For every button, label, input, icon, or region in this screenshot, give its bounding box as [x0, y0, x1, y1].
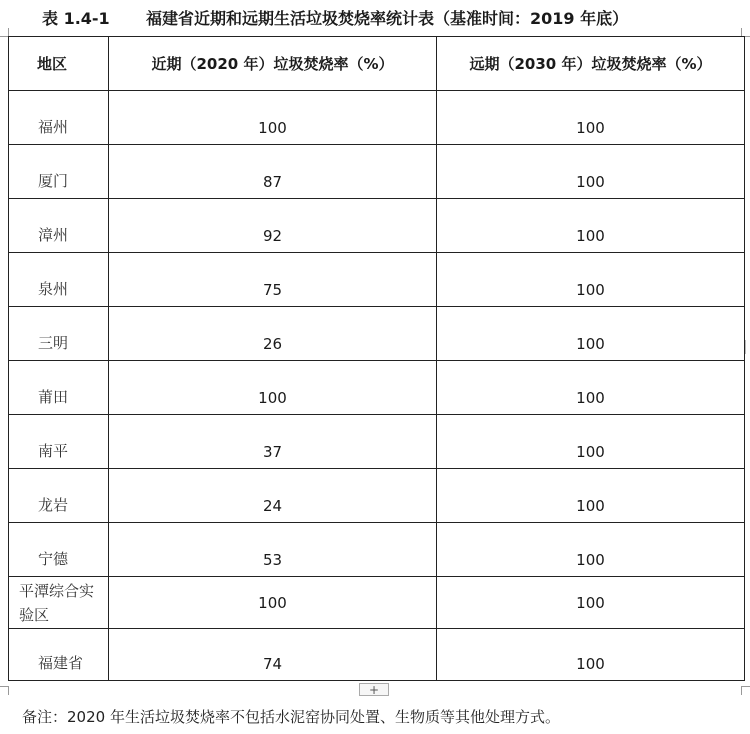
add-row-button[interactable]: + — [359, 683, 389, 696]
near-term-cell: 100 — [109, 577, 437, 629]
region-cell: 莆田 — [9, 361, 109, 415]
incineration-rate-table — [8, 36, 745, 681]
long-term-cell: 100 — [437, 307, 745, 361]
region-cell: 厦门 — [9, 145, 109, 199]
long-term-cell: 100 — [437, 577, 745, 629]
table-row — [9, 523, 745, 577]
resize-handle[interactable] — [745, 340, 750, 354]
table-row — [9, 145, 745, 199]
near-term-cell: 74 — [109, 629, 437, 681]
near-term-cell: 92 — [109, 199, 437, 253]
long-term-cell: 100 — [437, 91, 745, 145]
region-cell: 平潭综合实验区 — [9, 577, 109, 629]
region-cell: 福建省 — [9, 629, 109, 681]
table-row — [9, 577, 745, 629]
long-term-cell: 100 — [437, 523, 745, 577]
header-region: 地区 — [9, 37, 109, 91]
near-term-cell: 53 — [109, 523, 437, 577]
table-row — [9, 199, 745, 253]
region-cell: 龙岩 — [9, 469, 109, 523]
table-caption — [0, 0, 750, 34]
near-term-cell: 87 — [109, 145, 437, 199]
near-term-cell: 75 — [109, 253, 437, 307]
table-number: 表 1.4-1 — [42, 9, 110, 28]
long-term-cell: 100 — [437, 253, 745, 307]
near-term-cell: 100 — [109, 361, 437, 415]
corner-mark-bottom-right — [741, 686, 750, 695]
long-term-cell: 100 — [437, 145, 745, 199]
corner-mark-bottom-left — [0, 686, 9, 695]
long-term-cell: 100 — [437, 415, 745, 469]
table-row — [9, 91, 745, 145]
near-term-cell: 100 — [109, 91, 437, 145]
long-term-cell: 100 — [437, 469, 745, 523]
long-term-cell: 100 — [437, 629, 745, 681]
table-row — [9, 253, 745, 307]
region-cell: 三明 — [9, 307, 109, 361]
table-row — [9, 307, 745, 361]
long-term-cell: 100 — [437, 199, 745, 253]
near-term-cell: 26 — [109, 307, 437, 361]
near-term-cell: 24 — [109, 469, 437, 523]
header-long-term: 远期（2030 年）垃圾焚烧率（%） — [437, 37, 745, 91]
region-cell: 漳州 — [9, 199, 109, 253]
table-row — [9, 415, 745, 469]
table-row — [9, 469, 745, 523]
near-term-cell: 37 — [109, 415, 437, 469]
table-title: 福建省近期和远期生活垃圾焚烧率统计表（基准时间：2019 年底） — [146, 9, 629, 28]
table-note: 备注：2020 年生活垃圾焚烧率不包括水泥窑协同处置、生物质等其他处理方式。 — [22, 708, 560, 726]
region-cell: 南平 — [9, 415, 109, 469]
table-row — [9, 361, 745, 415]
header-near-term: 近期（2020 年）垃圾焚烧率（%） — [109, 37, 437, 91]
long-term-cell: 100 — [437, 361, 745, 415]
table-row — [9, 629, 745, 681]
region-cell: 宁德 — [9, 523, 109, 577]
region-cell: 泉州 — [9, 253, 109, 307]
header-row — [9, 37, 745, 91]
region-cell: 福州 — [9, 91, 109, 145]
